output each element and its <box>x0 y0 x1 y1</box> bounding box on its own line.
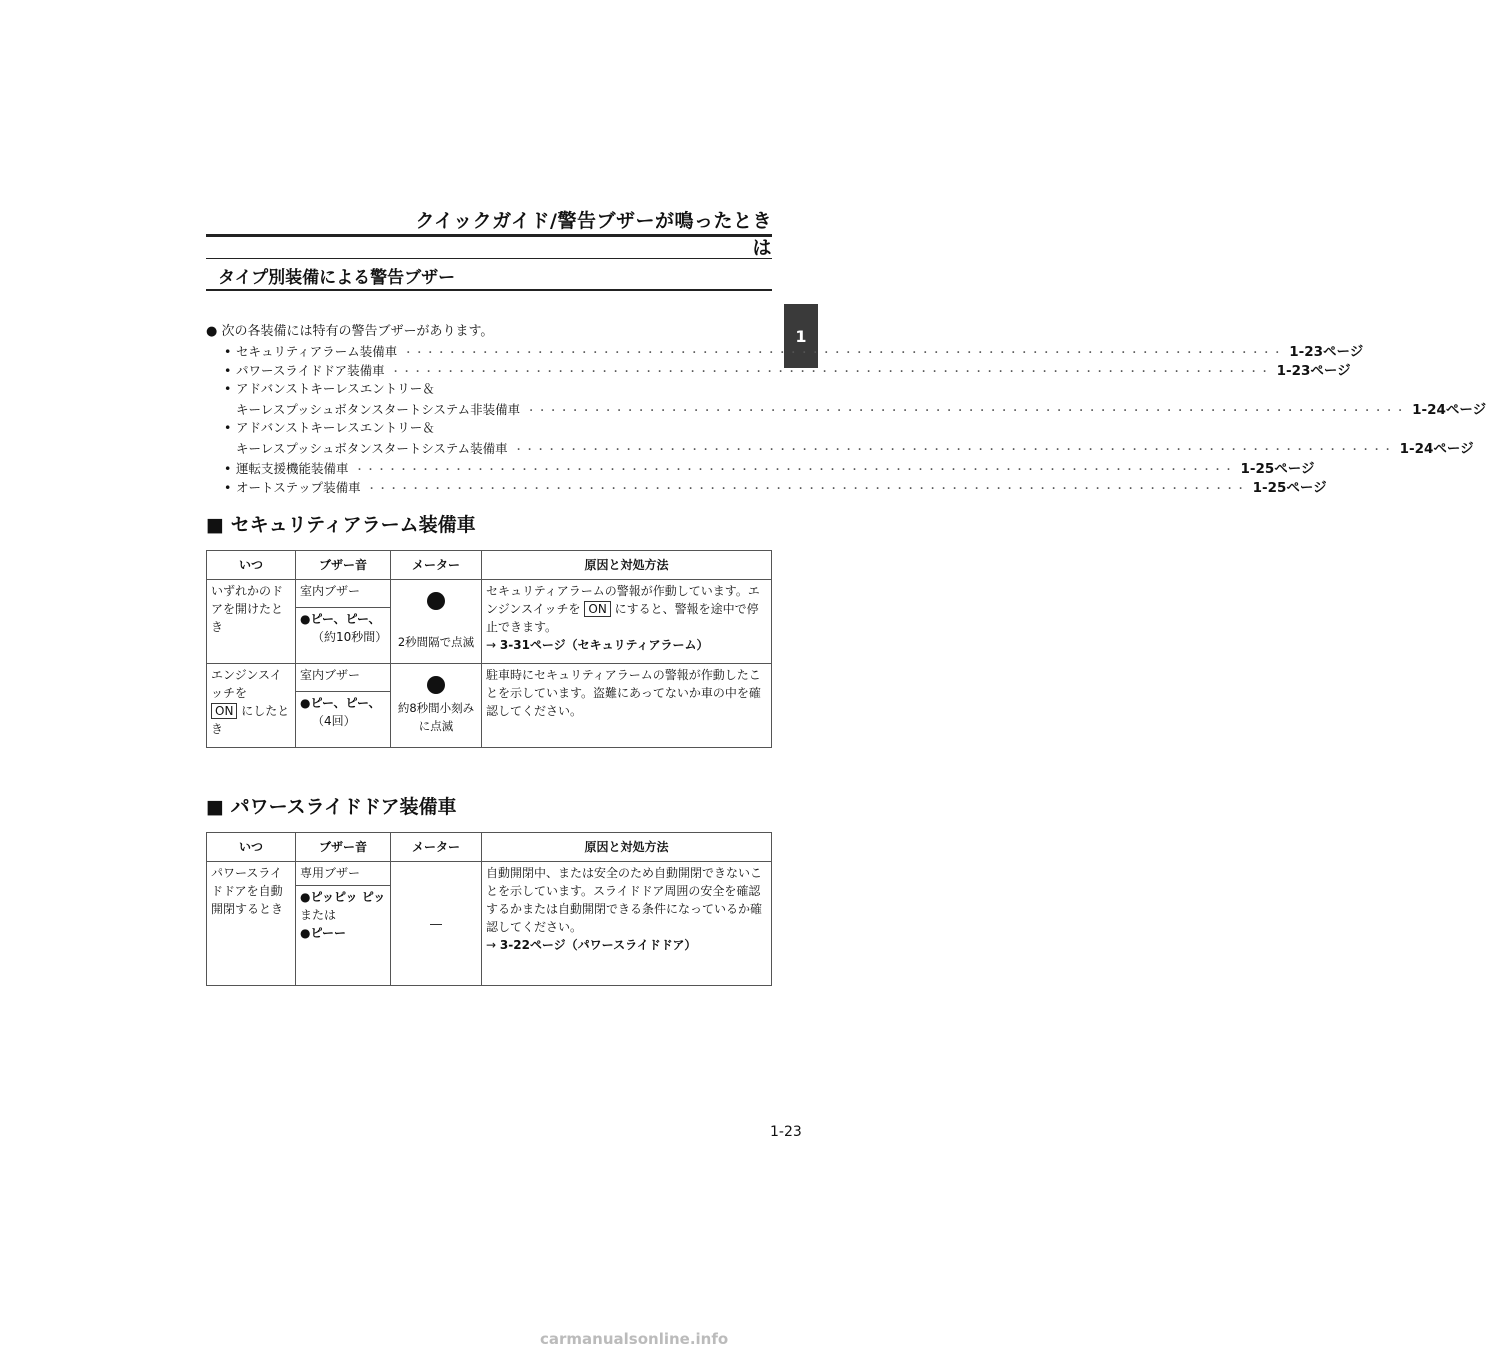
col-when: いつ <box>207 833 296 862</box>
leader-dots: ・・・・・・・・・・・・・・・・・・・・・・・・・・・・・・・・・・・・・・・・・・・・・・・・・・・・・・・・・・・・・・・・・・・・・・・・・・・・・・・・ <box>366 484 1247 495</box>
col-meter: メーター <box>391 551 482 580</box>
list-item <box>224 457 1315 477</box>
list-item <box>224 398 1486 418</box>
slide-table <box>206 832 772 986</box>
intro-row <box>206 320 772 340</box>
leader-dots: ・・・・・・・・・・・・・・・・・・・・・・・・・・・・・・・・・・・・・・・・・・・・・・・・・・・・・・・・・・・・・・・・・・・・・・・・・・・・・・・・ <box>390 367 1271 378</box>
row1-ref: 3-31ページ（セキュリティアラーム） <box>499 638 709 652</box>
list-item <box>224 437 1474 457</box>
list-item-label: キーレスプッシュボタンスタートシステム非装備車 <box>236 402 521 417</box>
row1-cause <box>482 580 772 664</box>
chapter-tab: 1 <box>784 304 818 368</box>
list-item-label: 運転支援機能装備車 <box>236 460 349 476</box>
row2-buzzer-sound <box>296 692 391 748</box>
list-item-label: キーレスプッシュボタンスタートシステム装備車 <box>236 441 508 456</box>
list-item-page: 1-25ページ <box>1240 460 1315 477</box>
slide-meter: ― <box>391 862 482 986</box>
row2-meter <box>391 664 482 748</box>
section-title: タイプ別装備による警告ブザー <box>218 268 456 288</box>
col-buzzer: ブザー音 <box>296 833 391 862</box>
bullet-icon: • <box>224 460 232 476</box>
row2-when-b: にしたとき <box>211 704 290 736</box>
arrow-icon: → <box>486 638 497 652</box>
bullet-icon: • <box>224 419 232 435</box>
row2-meter-text: 約8秒間小刻みに点滅 <box>397 701 475 733</box>
list-item-label: セキュリティアラーム装備車 <box>236 343 398 359</box>
row1-meter <box>391 580 482 664</box>
row1-buzzer-type: 室内ブザー <box>296 580 391 608</box>
row1-meter-text: 2秒間隔で点滅 <box>397 635 475 649</box>
list-item-label: アドバンストキーレスエントリー＆ <box>236 380 435 396</box>
slide-heading: ■ パワースライドドア装備車 <box>206 796 457 818</box>
col-meter: メーター <box>391 833 482 862</box>
row2-note: （4回） <box>312 714 356 728</box>
watermark: carmanualsonline.info <box>540 1330 729 1348</box>
col-buzzer: ブザー音 <box>296 551 391 580</box>
bullet-icon: • <box>224 363 232 378</box>
page-number: 1-23 <box>770 1124 802 1140</box>
slide-cause-text: 自動開閉中、または安全のため自動開閉できないことを示しています。スライドドア周囲の安全を確認するかまたは自動開閉できる条件になっているか確認してください。 <box>486 866 763 934</box>
slide-ref: 3-22ページ（パワースライドドア） <box>499 938 697 952</box>
bullet-icon: • <box>224 480 232 495</box>
leader-dots: ・・・・・・・・・・・・・・・・・・・・・・・・・・・・・・・・・・・・・・・・・・・・・・・・・・・・・・・・・・・・・・・・・・・・・・・・・・・・・・・・ <box>354 464 1235 476</box>
row1-when-text: いずれかのドアを開けたとき <box>211 584 284 634</box>
leader-dots: ・・・・・・・・・・・・・・・・・・・・・・・・・・・・・・・・・・・・・・・・・・・・・・・・・・・・・・・・・・・・・・・・・・・・・・・・・・・・・・・・ <box>513 445 1394 456</box>
list-item-page: 1-23ページ <box>1276 363 1351 379</box>
slide-sound1: ●ピッピッ ピッ <box>300 890 386 904</box>
security-table <box>206 550 772 748</box>
header-rule <box>206 234 772 237</box>
row1-note: （約10秒間） <box>312 630 388 644</box>
bullet-icon: • <box>224 380 232 396</box>
row2-when-a: エンジンスイッチを <box>211 668 282 700</box>
list-item-page: 1-25ページ <box>1252 480 1327 496</box>
list-item <box>224 476 1327 496</box>
row1-buzzer-sound <box>296 608 391 664</box>
slide-sound2: ●ピーー <box>300 926 346 940</box>
arrow-icon: → <box>486 938 497 952</box>
row2-cause: 駐車時にセキュリティアラームの警報が作動したことを示しています。盗難にあってないか車の中を確認してください。 <box>482 664 772 748</box>
list-item-page: 1-23ページ <box>1289 343 1364 360</box>
meter-lamp-icon <box>427 676 445 694</box>
slide-buzzer-type: 専用ブザー <box>296 862 391 886</box>
row1-cause-a: セキュリティアラームの警報が作動しています。エンジンスイッチを <box>486 584 760 616</box>
list-item-label: オートステップ装備車 <box>236 480 361 495</box>
on-key-box: ON <box>211 703 237 719</box>
col-cause: 原因と対処方法 <box>482 551 772 580</box>
row1-sound: ●ピー、ピー、 <box>300 612 381 626</box>
row2-sound: ●ピー、ピー、 <box>300 696 381 710</box>
list-item-page: 1-24ページ <box>1399 441 1474 457</box>
col-cause: 原因と対処方法 <box>482 833 772 862</box>
list-item-label: パワースライドドア装備車 <box>236 363 385 378</box>
bullet-icon: • <box>224 343 232 359</box>
header-title: クイックガイド/警告ブザーが鳴ったときは <box>415 210 772 259</box>
slide-when: パワースライドドアを自動開閉するとき <box>207 862 296 986</box>
on-key-box: ON <box>584 601 610 617</box>
list-item <box>224 359 1351 379</box>
slide-or: または <box>300 908 337 922</box>
list-item <box>224 418 772 438</box>
security-heading: ■ セキュリティアラーム装備車 <box>206 514 476 536</box>
row2-buzzer-type: 室内ブザー <box>296 664 391 692</box>
row2-when <box>207 664 296 748</box>
leader-dots: ・・・・・・・・・・・・・・・・・・・・・・・・・・・・・・・・・・・・・・・・・・・・・・・・・・・・・・・・・・・・・・・・・・・・・・・・・・・・・・・・ <box>526 406 1407 417</box>
list-item <box>224 340 1364 360</box>
list-item-label: アドバンストキーレスエントリー＆ <box>236 419 435 435</box>
equipment-list <box>206 320 1486 496</box>
list-item-page: 1-24ページ <box>1412 402 1486 418</box>
slide-cause <box>482 862 772 986</box>
slide-buzzer-sound <box>296 886 391 986</box>
meter-lamp-icon <box>427 592 445 610</box>
row1-cause-b: にすると、警報を途中で停止できます。 <box>486 602 759 634</box>
col-when: いつ <box>207 551 296 580</box>
leader-dots: ・・・・・・・・・・・・・・・・・・・・・・・・・・・・・・・・・・・・・・・・・・・・・・・・・・・・・・・・・・・・・・・・・・・・・・・・・・・・・・・・ <box>403 347 1284 359</box>
row1-when <box>207 580 296 664</box>
list-item <box>224 379 772 399</box>
intro-text: ● 次の各装備には特有の警告ブザーがあります。 <box>206 324 494 339</box>
